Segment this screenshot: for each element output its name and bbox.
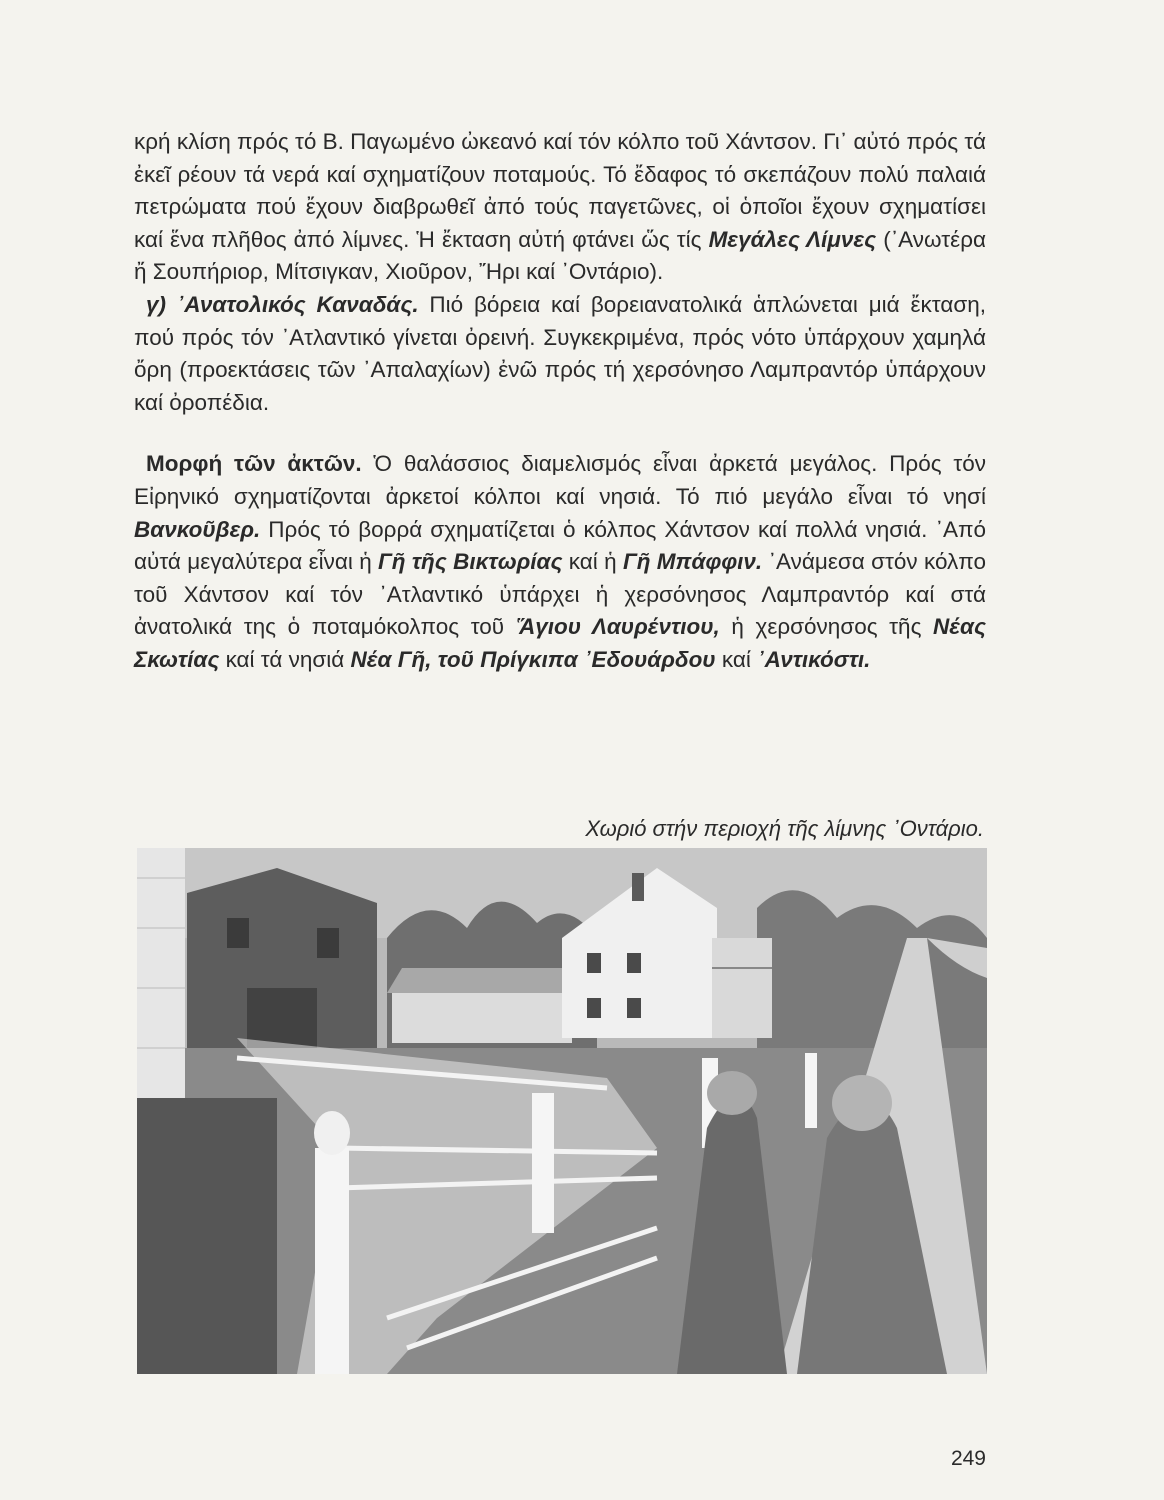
section-heading-eastern-canada: γ) ᾽Ανατολικός Καναδάς. (146, 291, 419, 317)
text-run: ᾽Ανάμεσα στόν κόλπο τοῦ Χάντσον καί τόν ᾽Ατλαντικό ὑπάρχει ἡ χερσόνησος Λαμπραντόρ καί στά ἀνατολικά της ὁ ποταμόκολπος τοῦ (134, 549, 986, 640)
window (317, 928, 339, 958)
porch-building (392, 993, 572, 1043)
paragraph-northern-canada (134, 126, 986, 289)
term-newfoundland-pei: Νέα Γῆ, τοῦ Πρίγκιπα ᾽Εδουάρδου (350, 646, 716, 672)
text-run: κρή κλίση πρός τό Β. Παγωμένο ὠκεανό καί τόν κόλπο τοῦ Χάντσον. Γι᾽ αὐτό πρός τά ἐκεῖ ρέουν τά νερά καί σχηματίζουν ποταμούς. Τό ἔδαφος τό σκεπάζουν πολύ παλαιά πετρώματα πού ἔχουν διαβρωθεῖ ἀπό τούς παγετῶνες, οἱ ὁποῖοι ἔχουν σχηματίσει καί ἕνα πλῆθος ἀπό λίμνες. Ἡ ἔκταση αὐτή φτάνει ὥς τίς (134, 129, 986, 252)
term-baffin-island: Γῆ Μπάφφιν. (622, 549, 763, 575)
window (227, 918, 249, 948)
text-run: καί τά νησιά (219, 646, 351, 672)
hedge (137, 1098, 277, 1374)
text-run: Πιό βόρεια καί βορειανατολικά ἁπλώνεται μιά ἔκταση, πού πρός τόν ᾽Ατλαντικό γίνεται ὀρεινή. Συγκεκριμένα, πρός νότο ὑπάρχουν χαμηλά ὄρη (προεκτάσεις τῶν ᾽Απαλαχίων) ἐνῶ πρός τή χερσόνησο Λαμπραντόρ ὑπάρχουν καί ὀροπέδια. (134, 291, 986, 415)
village-photo-illustration (137, 848, 987, 1374)
term-vancouver: Βανκοῦβερ. (134, 516, 261, 542)
body-text (134, 126, 986, 677)
page-number: 249 (950, 1447, 986, 1470)
text-run: ἡ χερσόνησος τῆς (719, 614, 934, 640)
text-run: (᾽Ανωτέρα ἤ Σουπήριορ, Μίτσιγκαν, Χιοῦρον, Ἤρι καί ᾽Οντάριο). (134, 226, 987, 285)
chimney (632, 873, 644, 901)
paragraph-eastern-canada (134, 289, 986, 419)
term-nova-scotia: Νέας Σκωτίας (134, 614, 986, 672)
term-victoria-island: Γῆ τῆς Βικτωρίας (378, 549, 563, 575)
text-run: καί ἡ (562, 549, 623, 575)
village-photo (137, 848, 987, 1374)
store-front (247, 988, 317, 1048)
text-run: καί (715, 646, 758, 672)
paragraph-coastline (134, 448, 986, 676)
text-run: Πρός τό βορρά σχηματίζεται ὁ κόλπος Χάντσον καί πολλά νησιά. ᾽Από αὐτά μεγαλύτερα εἶναι ἡ (134, 516, 986, 575)
veranda (712, 938, 772, 1038)
photo-caption: Χωριό στήν περιοχή τῆς λίμνης ᾽Οντάριο. (585, 816, 984, 841)
urn-finial (314, 1111, 350, 1155)
term-great-lakes: Μεγάλες Λίμνες (708, 226, 877, 252)
term-anticosti: ᾽Αντικόστι. (757, 646, 871, 672)
text-run: Ὁ θαλάσσιος διαμελισμός εἶναι ἀρκετά μεγάλος. Πρός τόν Εἰρηνικό σχηματίζονται ἀρκετοί κόλποι καί νησιά. Τό πιό μεγάλο εἶναι τό νησί (134, 451, 987, 509)
term-saint-lawrence: Ἅγιου Λαυρέντιου, (515, 614, 720, 640)
section-heading-coastline: Μορφή τῶν ἀκτῶν. (146, 451, 362, 477)
